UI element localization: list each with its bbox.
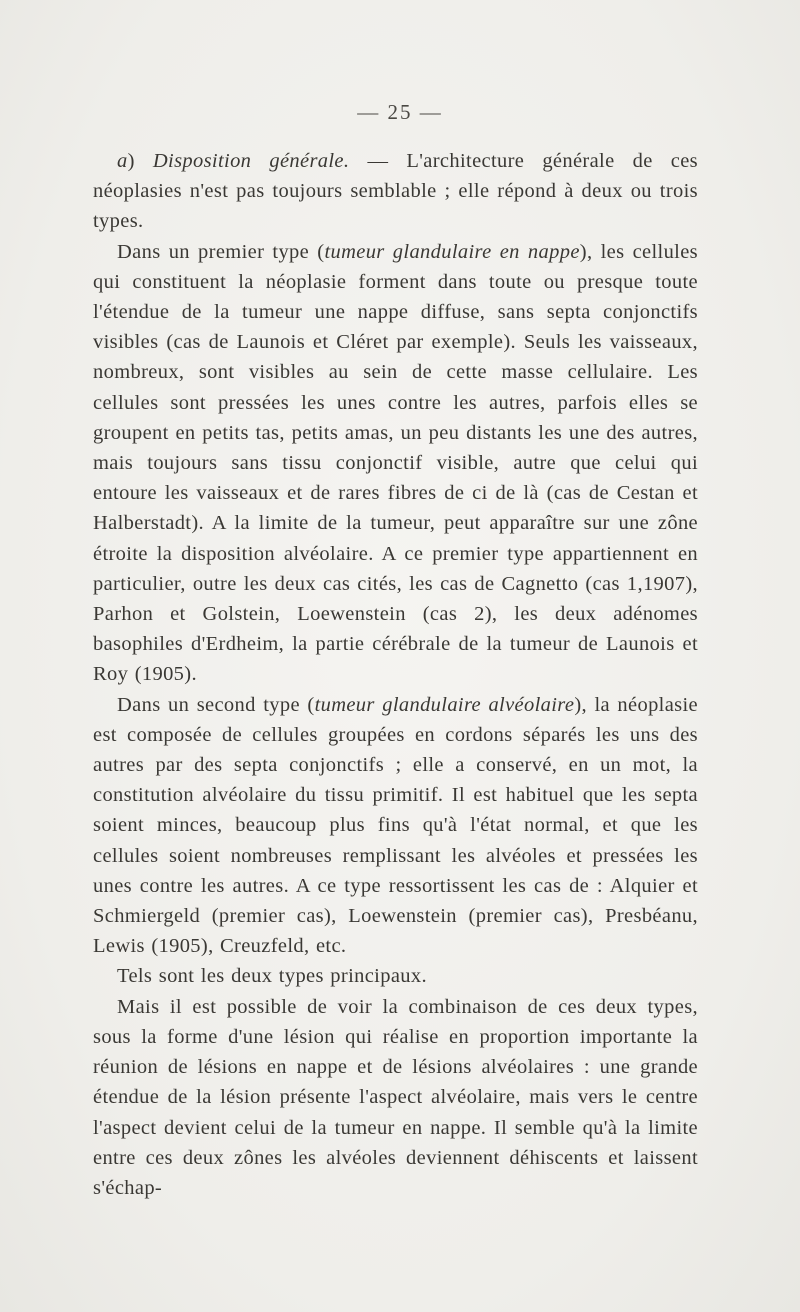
page-number: — 25 — xyxy=(357,100,443,124)
text-span: ), la néoplasie est composée de cellules groupées en cordons séparés les uns des autres par des septa conjonctifs ; elle a conservé, en un mot, la constitution alvéolaire du tissu primitif. Il est habituel que les septa soient minces, beaucoup plus fins qu'à l'état normal, et que les cellules soient nombreuses remplissant les alvéoles et pressées les unes contre les autres. A ce type ressortissent les cas de : Alquier et Schmiergeld (premier cas), Loewenstein (premier cas), Presbéanu, Lewis (1905), Creuzfeld, etc. xyxy=(93,693,698,958)
paragraph xyxy=(93,992,698,1203)
italic-term: tumeur glandulaire en nappe xyxy=(324,240,580,263)
text-span: a xyxy=(117,150,128,172)
paragraph xyxy=(93,146,698,237)
text-span: ), les cellules qui constituent la néoplasie forment dans toute ou presque toute l'étendue de la tumeur une nappe diffuse, sans septa conjonctifs visibles (cas de Launois et Cléret par exemple). Seuls les vaisseaux, nombreux, sont visibles au sein de cette masse cellulaire. Les cellules sont pressées les unes contre les autres, parfois elles se groupent en petits tas, petits amas, un peu distants les une des autres, mais toujours sans tissu conjonctif visible, autre que celui qui entoure les vaisseaux et de rares fibres de ci de là (cas de Cestan et Halberstadt). A la limite de la tumeur, peut apparaître sur une zône étroite la disposition alvéolaire. A ce premier type appartiennent en particulier, outre les deux cas cités, les cas de Cagnetto (cas 1,1907), Parhon et Golstein, Loewenstein (cas 2), les deux adénomes basophiles d'Erdheim, la partie cérébrale de la tumeur de Launois et Roy (1905). xyxy=(93,240,698,686)
section-heading: Disposition générale. xyxy=(152,150,350,172)
paragraph xyxy=(93,690,698,962)
text-span: Tels sont les deux types principaux. xyxy=(117,965,427,988)
text-span: ) xyxy=(127,150,153,172)
paragraph xyxy=(93,237,698,690)
italic-term: tumeur glandulaire alvéolaire xyxy=(314,693,575,716)
paragraph xyxy=(93,961,698,991)
text-span: Dans un second type ( xyxy=(117,693,315,716)
body-text xyxy=(93,146,698,1203)
text-span: Mais il est possible de voir la combinaison de ces deux types, sous la forme d'une lésion qui réalise en proportion importante la réunion de lésions en nappe et de lésions alvéolaires : une grande étendue de la lésion présente l'aspect alvéolaire, mais vers le centre l'aspect devient celui de la tumeur en nappe. Il semble qu'à la limite entre ces deux zônes les alvéoles deviennent déhiscents et laissent s'échap- xyxy=(93,995,698,1199)
text-span: — L'architecture générale de ces néoplasies n'est pas toujours semblable ; elle répond à deux ou trois types. xyxy=(93,150,698,233)
text-span: Dans un premier type ( xyxy=(117,240,325,263)
